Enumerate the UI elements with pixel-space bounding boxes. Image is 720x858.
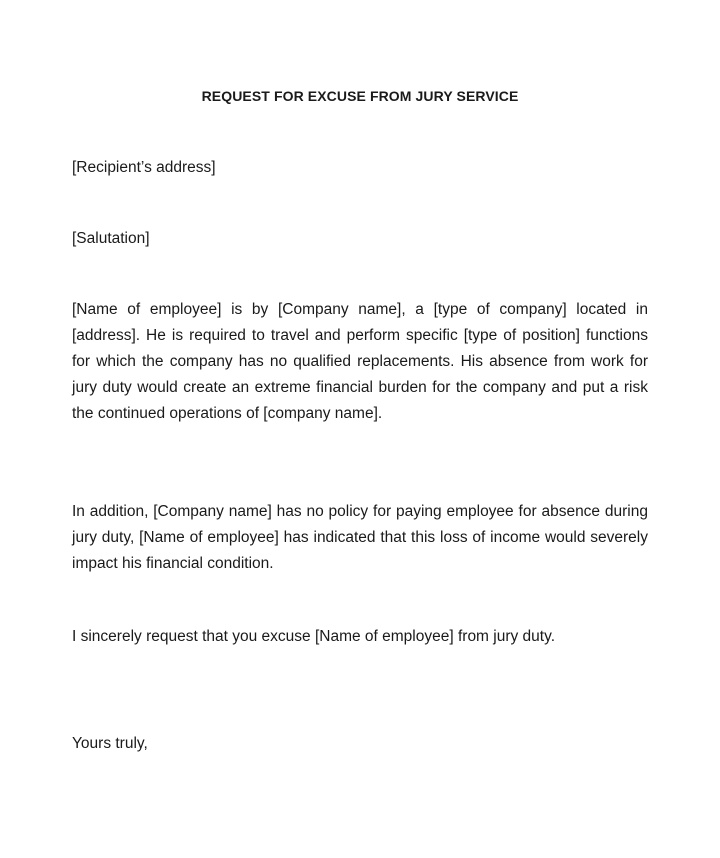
document-title: REQUEST FOR EXCUSE FROM JURY SERVICE [201, 88, 519, 104]
body-paragraph-3: I sincerely request that you excuse [Name of employee] from jury duty. [72, 628, 556, 645]
recipient-address: [Recipient’s address] [72, 159, 216, 176]
salutation: [Salutation] [72, 230, 150, 247]
body-paragraph-2: In addition, [Company name] has no policy for paying employee for absence during jury duty, [Name of employee] has indicated that this loss of income would severely impact his financial condition. [72, 503, 648, 572]
closing: Yours truly, [72, 735, 148, 752]
body-paragraph-1: [Name of employee] is by [Company name], a [type of company] located in [address]. He is required to travel and perform specific [type of position] functions for which the company has no qualified replacements. His absence from work for jury duty would create an extreme financial burden for the company and put a risk the continued operations of [company name]. [72, 301, 648, 422]
